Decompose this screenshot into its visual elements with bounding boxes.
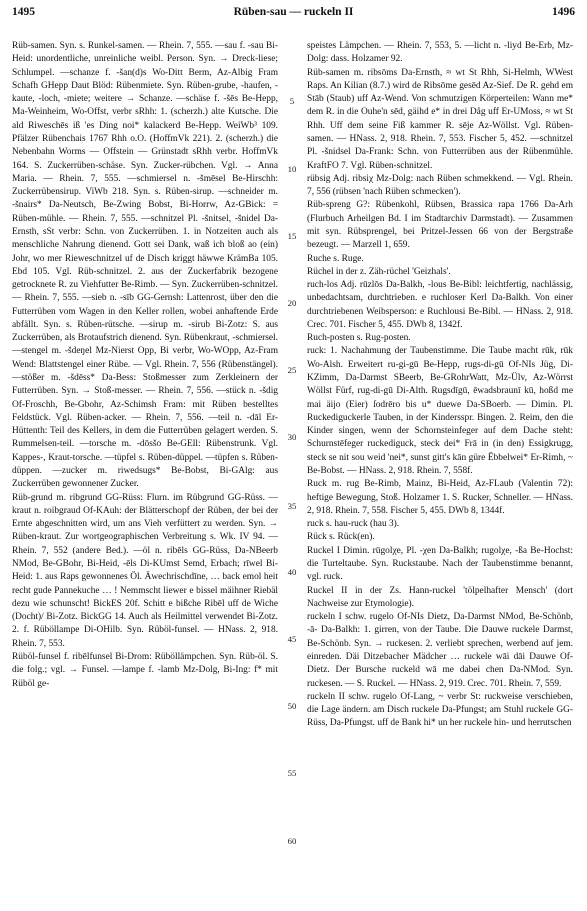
line-number: 20 (287, 298, 297, 308)
line-number: 35 (287, 501, 297, 511)
entry-paragraph: Rüchel in der z. Zäh-rüchel 'Geizhals'. (307, 266, 451, 277)
entry-paragraph: Rück s. Rück(en). (307, 532, 375, 543)
entry-paragraph: Rüb-grund m. ribgrund GG-Rüss: Flurn. im Rübgrund GG-Rüss. —kraut n. roibgraud Of-KAuh: der Blätterschopf der Rüben, der bei der Ernte abgeschnitten wird, um ans Vieh verfüttert zu werden. Syn. → Rüben-kraut. Zur wortgeographischen Verbreitung s. Wk. IV 94. — Rhein. 7, 552 (andere Bed.). —öl n. ribēls GG-Rüss, Da-NBeerb NMod, Be-GBohr, Bi-Heid, -ēls Di-KUmst Semd, Erbach; rīwel Bi-Heid: 1. aus Raps gewonnenes Öl. Äwechrischdīne, … back emol heit recht gude Pannekuche … ! Nemmscht liewer e bissel mäihner Riebäl dezu wie schunscht! BickES 20f. Schitt e bißche Ribēl uff de Wiche (Docht)/ Bi-Zotz. BickGG 14. Auch als Heilmittel verwendet Bi-Zotz. 2. f. Rüböllampe Di-OHilb. Syn. Rüböl-funsel. — HNass. 2, 918. Rhein. 7, 553. (12, 492, 278, 649)
entry-paragraph: Ruckel I Dimin. rūgolχe, Pl. -χen Da-Balkh; rugolχe, -ßa Be-Hochst: die Turteltaube. Syn. Ruckstaube. Nach der Taubenstimme benannt, vgl. ruck. (307, 545, 573, 583)
entry-paragraph: Rüb-samen. Syn. s. Runkel-samen. — Rhein. 7, 555. —sau f. -sau Bi-Heid: unordentliche, unreinliche weibl. Person. Syn. → Dreck-liese; Schlumpel. —schanze f. -šan(d)s Wo-Ditt Berm, Az-Albig Fram Schafh GHepp Daut Blöd: Rübenmiete. Syn. Rüben-grube, -haufen, -kaute, -loch, -miete; weitere → Schanze. —schäse f. -šēs Be-Hepp, Ma-Weinheim, Wo-Offst, verbr sRhh: 1. (scherzh.) alte Kutsche. Die ald Riweschēs iß 'es Ding noi* kalackerd Be-Hepp. WeiWb³ 109. Pfälzer Rübenchais 1767 Rhh o.O. (HoffmVk 221). 2. (scherzh.) die Nebenbahn Worms — Offstein — Grünstadt sRhh verbr. HoffmVk 164. S. Zuckerrüben-schäse. Syn. Zucker-rübchen. Vgl. → Anna Maria. — Rhein. 7, 555. —schmiersel n. -šmēsel Be-Hirschh: Zuckerrübensirup. ViWb 218. Syn. s. Rüben-sirup. —schneider m. -šnairs* Da-Neutsch, Be-Zwing Bobst, Bi-Horrw, Az-GBick: = Rüben-mühle. — Rhein. 7, 555. —schnitzel Pl. -šnitsel, -šnidel Da-Ernsth, sSt verbr: Schn. von Zuckerrüben. 1. in Notzeiten auch als menschliche Nahrung dienend. Gott sei Dank, waß ich bloß ao (ein) Johr, wo mer Rieweschnitzel uf de Disch kriggt häwwe KrämBa 105. Ebd 105. Vgl. Rüb-schnitzel. 2. aus der Zuckerfabrik bezogene getrocknete R. zu Viehfutter Be-Rimb. — Syn. Zuckerrüben-schnitzel. — Rhein. 7, 555. —sieb n. -sīb GG-Gernsh: Lattenrost, über den die Futterrüben vom Wagen in den Keller rollen, wobei anhaftende Erde abfällt. Syn. s. Rüben-rütsche. —sirup m. -sirub Bi-Zotz: S. aus Zuckerrüben, als Brotaufstrich dienend. Syn. Rübenkraut, -schmiersel. —stengel m. -šdeŋel Mz-Nierst Opp, Bi verbr, Wo-WOpp, Az-Fram Wend: Blattstengel einer Rübe. — Vgl. Rhein. 7, 556 (Rübenstängel). —stößer m. -šdēss* Da-Bess: Stoßmesser zum Zerkleinern der Futterrüben. Syn. → Stoß-messer. — Rhein. 7, 556. —stück n. -šdig Of-Froschh, Be-Gbohr, Az-Schimsh Fram: mit Rüben bestelltes Feldstück. Vgl. Rüben-acker. — Rhein. 7, 556. —teil n. -dāl Er-Hüttenth: Teil des Kellers, in dem die Futterrüben gelagert werden. S. Rummelsen-teil. —torsche m. -dōsšo Be-GEll: Rübenstrunk. Vgl. Kappes-, Kraut-torsche. —tüpfel s. Rüben-düppel. —tüpfen s. Rüben-düppen. —zucker m. riwedsugs* Be-Bobst, Bi-GAlg: aus Zuckerrüben gewonnener Zucker. (12, 41, 278, 490)
entry-paragraph: speistes Lämpchen. — Rhein. 7, 553, 5. —licht n. -liyd Be-Erb, Mz-Dolg: dass. Holzamer 92. (307, 41, 573, 65)
entry-paragraph: rübsig Adj. ribsiχ Mz-Dolg: nach Rüben schmekkend. — Vgl. Rhein. 7, 556 (rübsen 'nach Rüben schmecken'). (307, 173, 573, 198)
entry-paragraph: Ruckel II in der Zs. Hann-ruckel 'tölpelhafter Mensch' (dort Nachweise zur Etymologie). (307, 585, 573, 609)
page-number-left: 1495 (12, 6, 35, 18)
line-number: 30 (287, 432, 297, 442)
running-header-title: Rüben-sau — ruckeln II (233, 6, 354, 18)
entry-paragraph: ruckeln I schw. rugelo Of-NIs Dietz, Da-Darmst NMod, Be-Schönb, -ā- Da-Balkh: 1. girren, von der Taube. Die Dauwe ruckele Darmst, Be-Schönb. Syn. → ruckesen. 2. verliebt sprechen, werbend auf jem. einreden. Däi Ditzebacher Mädcher … ruckele wāi dāi Dauwe Of-Dietz. Der Bursche ruckeld wā me dabei chen Da-NMod. Syn. ruckesen. — S. Ruckel. — HNass. 2, 919. Crec. 701. Rhein. 7, 559. (307, 612, 573, 689)
entry-paragraph: ruch-los Adj. rūzlōs Da-Balkh, -lous Be-Bibl: leichtfertig, nachlässig, unbedachtsam, durchtrieben. e ruchloser Kerl Da-Balkh. Von einer durchtriebenen Weibsperson: e Ruchlousi Be-Bibl. — HNass. 2, 918. Crec. 701. Fischer 5, 455. DWb 8, 1342f. (307, 280, 573, 330)
entry-paragraph: Ruck m. rug Be-Rimb, Mainz, Bi-Heid, Az-FLaub (Valentin 72): heftige Bewegung, Stoß. Holzamer 1. S. Rucker, Schneller. — HNass. 2, 918. Rhein. 7, 558. Fischer 5, 455. DWb 8, 1344f. (307, 479, 573, 516)
line-number: 60 (287, 836, 297, 846)
page-number-right: 1496 (552, 6, 575, 18)
entry-paragraph: ruck s. hau-ruck (hau 3). (307, 519, 400, 530)
line-number: 25 (287, 365, 297, 375)
entry-paragraph: Rüb-samen m. ribsōms Da-Ernsth, ≈ wt St Rhh, Si-Helmh, WWest Raps. An Kilian (8.7.) wird de Ribsōme gesēd Az-Sief. De R. gehd em Stāb (Staub) uff Az-Wend. Von schmutzigen Körperteilen: Wann me* dem R. in die Ouhe'n sēd, gäihd e* in drei Dåg uff Er-UMoss, ≈ wt St Rhh. Uff dem seine Fiß kammer R. sēje Az-Wöllst. Vgl. Rüben-samen. — HNass. 2, 918. Rhein. 7, 553. Fischer 5, 452. —schnitzel Pl. -šnidsel Da-Frank: Schn. von Futterrüben aus der Rübenmühle. KraftFO 7. Vgl. Rüben-schnitzel. (307, 67, 573, 171)
entry-paragraph: ruck: 1. Nachahmung der Taubenstimme. Die Taube macht rūk, rūk Wo-Alsh. Erweitert ru-gi-gū Be-Hepp, rugs-di-gū Of-NIs Jüg, Di-KZimm, Da-Darmst SBeerb, Be-GRohrWatt, Mz-Ülv, Az-Wörrst Wöllst Fürf, rug-di-gū Di-Alth. Rugsdīgū, ēwadsbraunī kū, hoßd me mai äijo (Eier) ſodrēro bis u* duewe Da-SBoerb. — Dimin. Pl. Ruckediguckerle Tauben, in der Kindersspr. Bingen. 2. Reim, den die Kinder singen, wenn der Schornsteinfeger auf dem Dache steht: Schurnstēfeger ruckediguck, steck dei* Frā in (in den) Essigkrugg, steck se nit sou weid 'nei*, sunst gitt's kān güre Ēbbelwei* Er-Rimh, ~ Be-Bobst. — HNass. 2, 918. Rhein. 7, 558f. (307, 346, 573, 476)
entry-paragraph: Rüb-spreng G?: Rübenkohl, Rübsen, Brassica rapa 1766 Da-Arh (Flurbuch Arheilgen Bd. I im Stadtarchiv Darmstadt). — Zusammen mit syn. Rübsprengel, bei Pritzel-Jessen 66 von der Bergstraße bezeugt. — Marzell 1, 659. (307, 200, 573, 251)
entry-paragraph: Rüböl-funsel f. ribēlfunsel Bi-Drom: Rüböllämpchen. Syn. Rüb-öl. S. die folg.; vgl. → Funsel. —lampe f. -lamb Mz-Dolg, Bi-Ing: f* mit Rüböl ge- (12, 651, 278, 689)
line-number: 40 (287, 567, 297, 577)
line-number: 15 (287, 231, 297, 241)
right-column (307, 40, 573, 902)
line-number: 55 (287, 768, 297, 778)
entry-paragraph: Ruch-posten s. Rug-posten. (307, 333, 411, 344)
entry-paragraph: Ruche s. Ruge. (307, 253, 364, 264)
line-number: 50 (287, 701, 297, 711)
line-number: 10 (287, 164, 297, 174)
entry-paragraph: ruckeln II schw. rugelo Of-Lang, ~ verbr St: ruckweise verschieben, die Lage ändern. am Disch ruckele Da-Pfungst; am Stuhl ruckele GG-Rüss, Da-Pfungst. uff de Bank hi* un her ruckele hin- und herrutschen (307, 691, 573, 729)
line-number: 45 (287, 634, 297, 644)
line-number: 5 (289, 96, 295, 106)
left-column (12, 40, 278, 902)
